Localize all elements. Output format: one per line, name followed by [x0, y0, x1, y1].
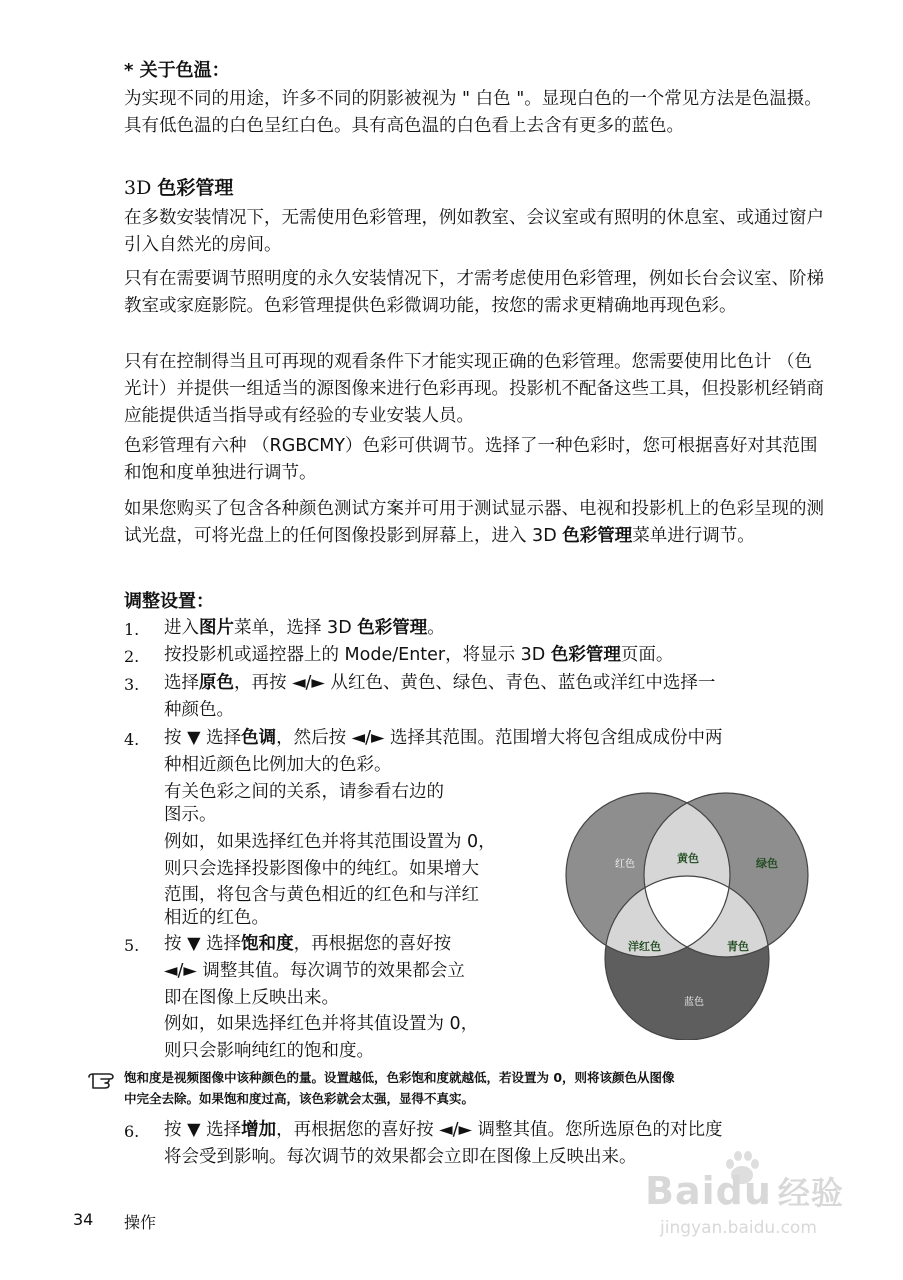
step-4-line4: 图示。	[164, 805, 217, 825]
step-6-text: 按 ▼ 选择	[164, 1120, 242, 1140]
paragraph-5-a: 如果您购买了包含各种颜色测试方案并可用于测试显示器、电视和投影机上的色彩呈现的测试光盘，可将光盘上的任何图像投影到屏幕上，进入 3D	[124, 499, 824, 546]
paragraph-5-b: 色彩管理	[562, 526, 633, 546]
step-3-text2: ，再按 ◄/► 从红色、黄色、绿色、青色、蓝色或洋红中选择一	[234, 673, 716, 693]
paragraph-1: 在多数安装情况下，无需使用色彩管理，例如教室、会议室或有照明的休息室、或通过窗户引入自然光的房间。	[124, 208, 824, 255]
step-5-text2: ，再根据您的喜好按	[293, 934, 452, 954]
step-3-line2: 种颜色。	[164, 700, 234, 720]
step-2-item: 色彩管理	[550, 645, 621, 665]
step-1-menu: 图片	[199, 618, 234, 638]
step-3-text: 选择	[164, 673, 199, 693]
step-4-line3: 有关色彩之间的关系，请参看右边的	[164, 782, 444, 802]
color-temp-paragraph: 为实现不同的用途，许多不同的阴影被视为 " 白色 "。显现白色的一个常见方法是色温摄。具有低色温的白色呈红白色。具有高色温的白色看上去含有更多的蓝色。	[124, 89, 822, 136]
label-yellow: 黄色	[677, 852, 699, 865]
step-5-text: 按 ▼ 选择	[164, 934, 242, 954]
section-title-bold: 色彩管理	[157, 177, 234, 199]
step-6-line2: 将会受到影响。每次调节的效果都会立即在图像上反映出来。	[164, 1147, 637, 1167]
label-blue: 蓝色	[684, 997, 704, 1008]
paragraph-5	[124, 496, 834, 550]
step-5-line3: 即在图像上反映出来。	[164, 988, 339, 1008]
label-magenta: 洋红色	[628, 940, 661, 953]
section-title	[124, 175, 233, 201]
step-2	[164, 642, 673, 669]
step-4-line6: 则只会选择投影图像中的纯红。如果增大	[164, 859, 479, 879]
step-2-text: 按投影机或遥控器上的 Mode/Enter，将显示 3D	[164, 645, 551, 665]
note-line-1: 饱和度是视频图像中该种颜色的量。设置越低，色彩饱和度就越低，若设置为 0，则将该颜色从图像	[124, 1070, 675, 1085]
pointing-hand-icon	[87, 1068, 119, 1092]
step-5	[164, 931, 451, 958]
step-1-text: 进入	[164, 618, 199, 638]
paragraph-2: 只有在需要调节照明度的永久安装情况下，才需考虑使用色彩管理，例如长台会议室、阶梯教室或家庭影院。色彩管理提供色彩微调功能，按您的需求更精确地再现色彩。	[124, 269, 824, 316]
adjust-heading: 调整设置：	[124, 591, 214, 612]
step-6	[164, 1117, 723, 1144]
watermark-brand-2: du	[715, 1169, 772, 1213]
step-4-text: 按 ▼ 选择	[164, 728, 242, 748]
step-3-item: 原色	[199, 673, 234, 693]
step-4-item: 色调	[241, 728, 277, 748]
section-title-prefix: 3D	[124, 177, 158, 199]
watermark-brand-1: Bai	[645, 1169, 716, 1213]
step-5-line5: 则只会影响纯红的饱和度。	[164, 1041, 374, 1061]
step-3	[164, 670, 715, 697]
step-2-end: 页面。	[620, 645, 674, 665]
step-number: 5.	[124, 936, 140, 955]
watermark-brand	[645, 1168, 844, 1214]
step-6-item: 增加	[241, 1120, 277, 1140]
step-6-text2: ，再根据您的喜好按 ◄/► 调整其值。您所选原色的对比度	[276, 1120, 723, 1140]
step-4-line8: 相近的红色。	[164, 908, 269, 928]
step-1-end: 。	[427, 618, 445, 638]
step-1-item: 色彩管理	[357, 618, 428, 638]
step-4-line7: 范围，将包含与黄色相近的红色和与洋红	[164, 885, 479, 905]
step-number: 6.	[124, 1122, 140, 1141]
step-number: 2.	[124, 647, 140, 666]
note-line-2: 中完全去除。如果饱和度过高，该色彩就会太强，显得不真实。	[124, 1091, 475, 1106]
label-green: 绿色	[756, 857, 778, 870]
paragraph-5-c: 菜单进行调节。	[632, 526, 755, 546]
paragraph-3: 只有在控制得当且可再现的观看条件下才能实现正确的色彩管理。您需要使用比色计 （色光计）并提供一组适当的源图像来进行色彩再现。投影机不配备这些工具，但投影机经销商应能提供适当指导或有经验的专业安装人员。	[124, 352, 824, 426]
step-5-line4: 例如，如果选择红色并将其值设置为 0，	[164, 1014, 479, 1034]
color-temp-heading: * 关于色温：	[124, 60, 230, 81]
step-5-item: 饱和度	[241, 934, 294, 954]
label-cyan: 青色	[727, 940, 749, 953]
watermark-url: jingyan.baidu.com	[660, 1218, 817, 1238]
saturation-note	[124, 1067, 844, 1109]
footer-section: 操作	[124, 1213, 157, 1232]
color-relationship-diagram	[560, 790, 810, 1040]
step-number: 3.	[124, 675, 140, 694]
page-number: 34	[73, 1210, 94, 1229]
step-1-text2: 菜单，选择 3D	[234, 618, 358, 638]
label-red: 红色	[615, 859, 635, 870]
step-4	[164, 725, 723, 752]
step-1	[164, 615, 445, 642]
step-4-line2: 种相近颜色比例加大的色彩。	[164, 755, 392, 775]
paragraph-4: 色彩管理有六种 （RGBCMY）色彩可供调节。选择了一种色彩时，您可根据喜好对其范围和饱和度单独进行调节。	[124, 436, 818, 483]
step-number: 4.	[124, 730, 140, 749]
step-5-line2: ◄/► 调整其值。每次调节的效果都会立	[164, 961, 465, 981]
watermark-cn: 经验	[777, 1174, 844, 1212]
step-4-line5: 例如，如果选择红色并将其范围设置为 0，	[164, 832, 496, 852]
step-number: 1.	[124, 620, 140, 639]
step-4-text2: ，然后按 ◄/► 选择其范围。范围增大将包含组成成份中两	[276, 728, 723, 748]
